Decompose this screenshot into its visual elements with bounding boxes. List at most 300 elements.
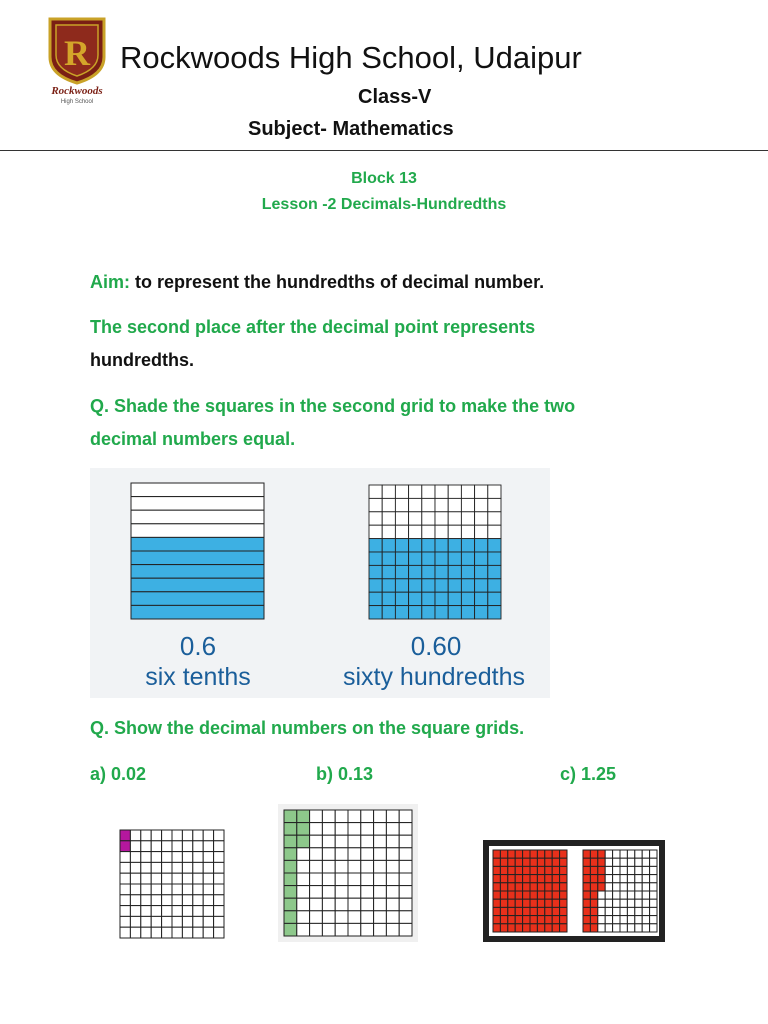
grid-b-cell: [322, 886, 335, 899]
grid-a-cell: [130, 830, 140, 841]
grid-b-cell: [322, 898, 335, 911]
grid-c2-cell: [598, 866, 605, 874]
grid-c2-cell: [598, 858, 605, 866]
hundredths-cell: [395, 512, 408, 525]
grid-a-cell: [203, 862, 213, 873]
tenths-strip: [131, 497, 264, 511]
grid-b-cell: [310, 873, 323, 886]
answer-c-label: c) 1.25: [560, 764, 617, 784]
grid-c2-cell: [583, 850, 590, 858]
grid-c2-cell: [613, 907, 620, 915]
grid-c2-cell: [598, 924, 605, 932]
grid-a-cell: [193, 927, 203, 938]
hundredths-cell: [448, 539, 461, 552]
grid-c2-cell: [605, 891, 612, 899]
grid-c1-cell: [560, 866, 567, 874]
grid-a-cell: [130, 852, 140, 863]
left-decimal-number: 0.6: [179, 631, 217, 661]
grid-a-cell: [193, 873, 203, 884]
grid-b-cell: [335, 823, 348, 836]
grid-c1-cell: [523, 916, 530, 924]
grid-c2-cell: [605, 916, 612, 924]
grid-c2-cell: [583, 858, 590, 866]
lesson-title: Lesson -2 Decimals-Hundredths: [261, 196, 507, 213]
grid-b-cell: [361, 886, 374, 899]
grid-c2-cell: [613, 891, 620, 899]
grid-c1-cell: [515, 891, 522, 899]
grid-c2-cell: [620, 866, 627, 874]
hundredths-cell: [409, 485, 422, 498]
hundredths-cell: [369, 552, 382, 565]
grid-b-cell: [399, 848, 412, 861]
grid-c1-cell: [500, 899, 507, 907]
grid-c1-cell: [530, 916, 537, 924]
grid-a-cell: [130, 873, 140, 884]
grid-a-cell: [120, 916, 130, 927]
grid-c1-cell: [537, 899, 544, 907]
grid-c2-cell: [627, 850, 634, 858]
grid-a-cell: [151, 862, 161, 873]
grid-b-cell: [374, 873, 387, 886]
grid-c2-cell: [583, 891, 590, 899]
hundredths-cell: [422, 565, 435, 578]
grid-c2-cell: [598, 850, 605, 858]
hundredths-cell: [369, 512, 382, 525]
grid-c2-cell: [642, 899, 649, 907]
grid-c1-cell: [500, 875, 507, 883]
grid-c1-cell: [537, 866, 544, 874]
grid-c2-cell: [650, 924, 657, 932]
grid-b-cell: [284, 886, 297, 899]
grid-b-cell: [284, 848, 297, 861]
hundredths-cell: [382, 539, 395, 552]
grid-a-cell: [151, 895, 161, 906]
grid-c2-cell: [627, 891, 634, 899]
grid-c1-cell: [508, 907, 515, 915]
grid-c1-cell: [508, 866, 515, 874]
grid-c1-cell: [508, 899, 515, 907]
hundredths-cell: [395, 525, 408, 538]
hundredths-cell: [461, 498, 474, 511]
grid-b-cell: [322, 835, 335, 848]
grid-b-cell: [335, 923, 348, 936]
grid-b-cell: [361, 860, 374, 873]
grid-a-cell: [182, 895, 192, 906]
grid-c1-cell: [537, 875, 544, 883]
grid-c1-cell: [508, 924, 515, 932]
grid-c2-cell: [613, 866, 620, 874]
grid-b-cell: [297, 886, 310, 899]
question2-text: Q. Show the decimal numbers on the square grids.: [90, 718, 525, 738]
grid-c2-cell: [605, 899, 612, 907]
hundredths-cell: [395, 485, 408, 498]
grid-b-cell: [386, 810, 399, 823]
grid-b-cell: [335, 886, 348, 899]
hundredths-cell: [475, 592, 488, 605]
grid-c1-cell: [537, 907, 544, 915]
grid-c1-cell: [493, 850, 500, 858]
grid-c2-cell: [590, 924, 597, 932]
hundredths-cell: [448, 512, 461, 525]
hundredths-cell: [422, 485, 435, 498]
grid-c1-cell: [530, 850, 537, 858]
grid-c2-cell: [613, 883, 620, 891]
answer-a-label: a) 0.02: [90, 764, 147, 784]
grid-c2-cell: [590, 899, 597, 907]
grid-b-cell: [348, 886, 361, 899]
grid-c1-cell: [523, 891, 530, 899]
grid-a-cell: [120, 927, 130, 938]
grid-c2-cell: [650, 875, 657, 883]
hundredths-cell: [435, 539, 448, 552]
grid-a-cell: [141, 916, 151, 927]
grid-c1-cell: [530, 866, 537, 874]
grid-c1-cell: [493, 875, 500, 883]
grid-b-cell: [386, 911, 399, 924]
grid-c1-cell: [523, 899, 530, 907]
grid-c2-cell: [635, 883, 642, 891]
hundredths-cell: [475, 525, 488, 538]
hundredths-cell: [435, 606, 448, 619]
hundredths-cell: [461, 512, 474, 525]
hundredths-cell: [369, 485, 382, 498]
grid-a-cell: [172, 830, 182, 841]
grid-a-cell: [172, 884, 182, 895]
grid-b-cell: [399, 823, 412, 836]
grid-a-cell: [182, 927, 192, 938]
grid-b-cell: [335, 911, 348, 924]
grid-c1-cell: [500, 891, 507, 899]
grid-b-cell: [399, 886, 412, 899]
grid-c1-cell: [530, 924, 537, 932]
hundredths-cell: [435, 552, 448, 565]
grid-a-cell: [120, 906, 130, 917]
hundredths-cell: [448, 498, 461, 511]
grid-c1-cell: [530, 891, 537, 899]
grid-a-cell: [193, 830, 203, 841]
aim-label: Aim:: [90, 272, 130, 292]
grid-c1-cell: [515, 858, 522, 866]
grid-b-cell: [374, 835, 387, 848]
hundredths-cell: [488, 565, 501, 578]
hundredths-cell: [369, 498, 382, 511]
grid-b-cell: [348, 835, 361, 848]
grid-c2-cell: [635, 916, 642, 924]
grid-c1-cell: [493, 883, 500, 891]
grid-a-cell: [172, 927, 182, 938]
grid-b-cell: [399, 873, 412, 886]
grid-a-cell: [172, 852, 182, 863]
grid-a-cell: [172, 906, 182, 917]
grid-b-cell: [310, 923, 323, 936]
grid-c1-cell: [552, 916, 559, 924]
hundredths-cell: [461, 539, 474, 552]
grid-c1-cell: [560, 924, 567, 932]
grid-c1-cell: [523, 924, 530, 932]
grid-b-cell: [399, 810, 412, 823]
grid-a-cell: [193, 884, 203, 895]
grid-c1-cell: [508, 875, 515, 883]
grid-c2-cell: [583, 883, 590, 891]
grid-c2-cell: [627, 875, 634, 883]
grid-c1-cell: [500, 858, 507, 866]
grid-c2-cell: [605, 858, 612, 866]
hundredths-cell: [435, 512, 448, 525]
grid-a-cell: [141, 862, 151, 873]
grid-a-cell: [203, 916, 213, 927]
grid-c2-cell: [650, 858, 657, 866]
grid-b-cell: [399, 860, 412, 873]
grid-c1-cell: [545, 924, 552, 932]
grid-a-cell: [162, 895, 172, 906]
grid-b-cell: [322, 860, 335, 873]
grid-a-cell: [193, 916, 203, 927]
grid-c2-cell: [605, 875, 612, 883]
grid-c2-cell: [620, 907, 627, 915]
grid-c1-cell: [523, 858, 530, 866]
hundredths-cell: [382, 565, 395, 578]
grid-c2-cell: [627, 866, 634, 874]
grid-b-cell: [297, 873, 310, 886]
grid-c2-cell: [590, 907, 597, 915]
hundredths-cell: [461, 592, 474, 605]
grid-c1-cell: [508, 858, 515, 866]
grid-a-cell: [130, 862, 140, 873]
grid-b-cell: [284, 810, 297, 823]
grid-c2-cell: [620, 875, 627, 883]
hundredths-cell: [448, 552, 461, 565]
left-decimal-words: six tenths: [145, 663, 251, 691]
hundredths-cell: [475, 485, 488, 498]
grid-a-cell: [162, 862, 172, 873]
tenths-strip: [131, 578, 264, 592]
grid-a-cell: [182, 830, 192, 841]
statement-line-2: hundredths.: [90, 350, 194, 370]
grid-c2-cell: [650, 866, 657, 874]
grid-a-cell: [172, 895, 182, 906]
grid-b-cell: [310, 810, 323, 823]
grid-b-cell: [374, 848, 387, 861]
hundredths-cell: [382, 485, 395, 498]
grid-a-cell: [203, 852, 213, 863]
grid-c2-cell: [613, 899, 620, 907]
grid-a-cell: [141, 906, 151, 917]
hundredths-cell: [395, 579, 408, 592]
grid-a-cell: [151, 927, 161, 938]
grid-c1-cell: [493, 916, 500, 924]
grid-c2-cell: [613, 924, 620, 932]
hundredths-cell: [409, 579, 422, 592]
hundredths-cell: [369, 539, 382, 552]
grid-a-cell: [130, 927, 140, 938]
grid-a-cell: [141, 927, 151, 938]
hundredths-cell: [422, 592, 435, 605]
grid-c2-cell: [620, 924, 627, 932]
hundredths-cell: [488, 539, 501, 552]
grid-b-cell: [348, 898, 361, 911]
hundredths-cell: [382, 525, 395, 538]
grid-a-cell: [203, 830, 213, 841]
grid-c2-cell: [627, 907, 634, 915]
hundredths-cell: [435, 565, 448, 578]
grid-a-cell: [203, 841, 213, 852]
grid-c2-cell: [620, 916, 627, 924]
grid-b-cell: [386, 823, 399, 836]
hundredths-cell: [382, 498, 395, 511]
hundredths-cell: [448, 525, 461, 538]
tenths-strip: [131, 605, 264, 619]
hundredths-cell: [488, 485, 501, 498]
grid-c1-cell: [530, 907, 537, 915]
grid-c1-cell: [560, 875, 567, 883]
hundredths-cell: [409, 565, 422, 578]
grid-c1-cell: [552, 899, 559, 907]
aim-text: to represent the hundredths of decimal number.: [135, 272, 545, 292]
question1-line-2: decimal numbers equal.: [90, 429, 296, 449]
grid-b-cell: [348, 860, 361, 873]
grid-b-cell: [284, 923, 297, 936]
grid-c1-cell: [537, 891, 544, 899]
hundredths-cell: [382, 592, 395, 605]
grid-a-cell: [193, 852, 203, 863]
grid-c1-cell: [537, 858, 544, 866]
grid-a-cell: [151, 916, 161, 927]
hundredths-cell: [369, 592, 382, 605]
grid-c1-cell: [560, 891, 567, 899]
grid-a-cell: [120, 895, 130, 906]
grid-c2-cell: [642, 850, 649, 858]
aim-line: [90, 272, 544, 293]
grid-b-cell: [284, 898, 297, 911]
hundredths-cell: [422, 525, 435, 538]
grid-a-cell: [141, 873, 151, 884]
grid-c1-cell: [515, 866, 522, 874]
grid-c2-cell: [590, 891, 597, 899]
grid-c1-cell: [523, 883, 530, 891]
grid-c1-cell: [560, 916, 567, 924]
grid-b-cell: [297, 860, 310, 873]
grid-c2-cell: [650, 850, 657, 858]
hundredths-cell: [488, 579, 501, 592]
grid-b-cell: [399, 911, 412, 924]
grid-c2-cell: [590, 858, 597, 866]
grid-c1-cell: [545, 891, 552, 899]
grid-b-cell: [322, 823, 335, 836]
grid-a-cell: [120, 884, 130, 895]
hundredths-cell: [409, 498, 422, 511]
grid-c2-cell: [627, 883, 634, 891]
grid-a-cell: [130, 916, 140, 927]
tenths-strip: [131, 524, 264, 538]
grid-c2-cell: [650, 883, 657, 891]
grid-b-cell: [310, 886, 323, 899]
grid-c2-cell: [635, 875, 642, 883]
grid-c1-cell: [537, 916, 544, 924]
school-title: Rockwoods High School, Udaipur: [120, 40, 582, 75]
grid-c1-cell: [545, 875, 552, 883]
grid-c2-cell: [642, 858, 649, 866]
grid-a-cell: [141, 852, 151, 863]
grid-c2-cell: [635, 858, 642, 866]
grid-c2-cell: [583, 866, 590, 874]
hundredths-cell: [395, 498, 408, 511]
grid-a-cell: [193, 895, 203, 906]
grid-b-cell: [310, 860, 323, 873]
grid-c1-cell: [515, 907, 522, 915]
grid-a-cell: [162, 927, 172, 938]
grid-b-cell: [335, 873, 348, 886]
grid-c1-cell: [560, 899, 567, 907]
grid-a-cell: [214, 927, 224, 938]
hundredths-cell: [369, 579, 382, 592]
grid-c1-cell: [560, 883, 567, 891]
grid-c1-cell: [515, 899, 522, 907]
grid-a-cell: [162, 906, 172, 917]
grid-c2-cell: [590, 883, 597, 891]
hundredths-cell: [475, 498, 488, 511]
grid-b-cell: [297, 810, 310, 823]
answer-b-label: b) 0.13: [316, 764, 374, 784]
grid-c2-cell: [613, 850, 620, 858]
hundredths-cell: [475, 606, 488, 619]
grid-c1-cell: [515, 883, 522, 891]
grid-c2-cell: [583, 916, 590, 924]
grid-a-cell: [120, 830, 130, 841]
grid-c2-cell: [650, 899, 657, 907]
grid-c1-cell: [545, 858, 552, 866]
grid-b-cell: [386, 898, 399, 911]
hundredths-cell: [395, 552, 408, 565]
hundredths-cell: [395, 592, 408, 605]
grid-b-cell: [361, 911, 374, 924]
hundredths-cell: [435, 579, 448, 592]
grid-b-cell: [348, 911, 361, 924]
hundredths-cell: [382, 512, 395, 525]
grid-b-cell: [310, 848, 323, 861]
hundredths-cell: [488, 606, 501, 619]
grid-b-cell: [335, 848, 348, 861]
grid-a-cell: [141, 884, 151, 895]
grid-a-cell: [214, 895, 224, 906]
grid-c1-cell: [545, 899, 552, 907]
statement-line-1: The second place after the decimal point represents: [90, 317, 536, 337]
grid-b-cell: [361, 923, 374, 936]
grid-answer-a: [118, 828, 226, 940]
hundredths-cell: [409, 552, 422, 565]
hundredths-cell: [369, 525, 382, 538]
grid-a-cell: [130, 884, 140, 895]
class-line: Class-V: [358, 86, 432, 108]
hundredths-cell: [382, 606, 395, 619]
grid-c2-cell: [598, 875, 605, 883]
grid-c1-cell: [508, 891, 515, 899]
grid-c1-cell: [493, 866, 500, 874]
grid-a-cell: [182, 906, 192, 917]
grid-c2-cell: [613, 858, 620, 866]
grid-b-cell: [322, 848, 335, 861]
grid-a-cell: [162, 884, 172, 895]
grid-b-cell: [348, 823, 361, 836]
hundredths-cell: [422, 552, 435, 565]
grid-a-cell: [214, 906, 224, 917]
hundredths-cell: [448, 579, 461, 592]
grid-b-cell: [374, 898, 387, 911]
grid-b-cell: [297, 911, 310, 924]
grid-a-cell: [151, 841, 161, 852]
grid-c1-cell: [500, 916, 507, 924]
grid-a-cell: [214, 830, 224, 841]
hundredths-cell: [435, 525, 448, 538]
